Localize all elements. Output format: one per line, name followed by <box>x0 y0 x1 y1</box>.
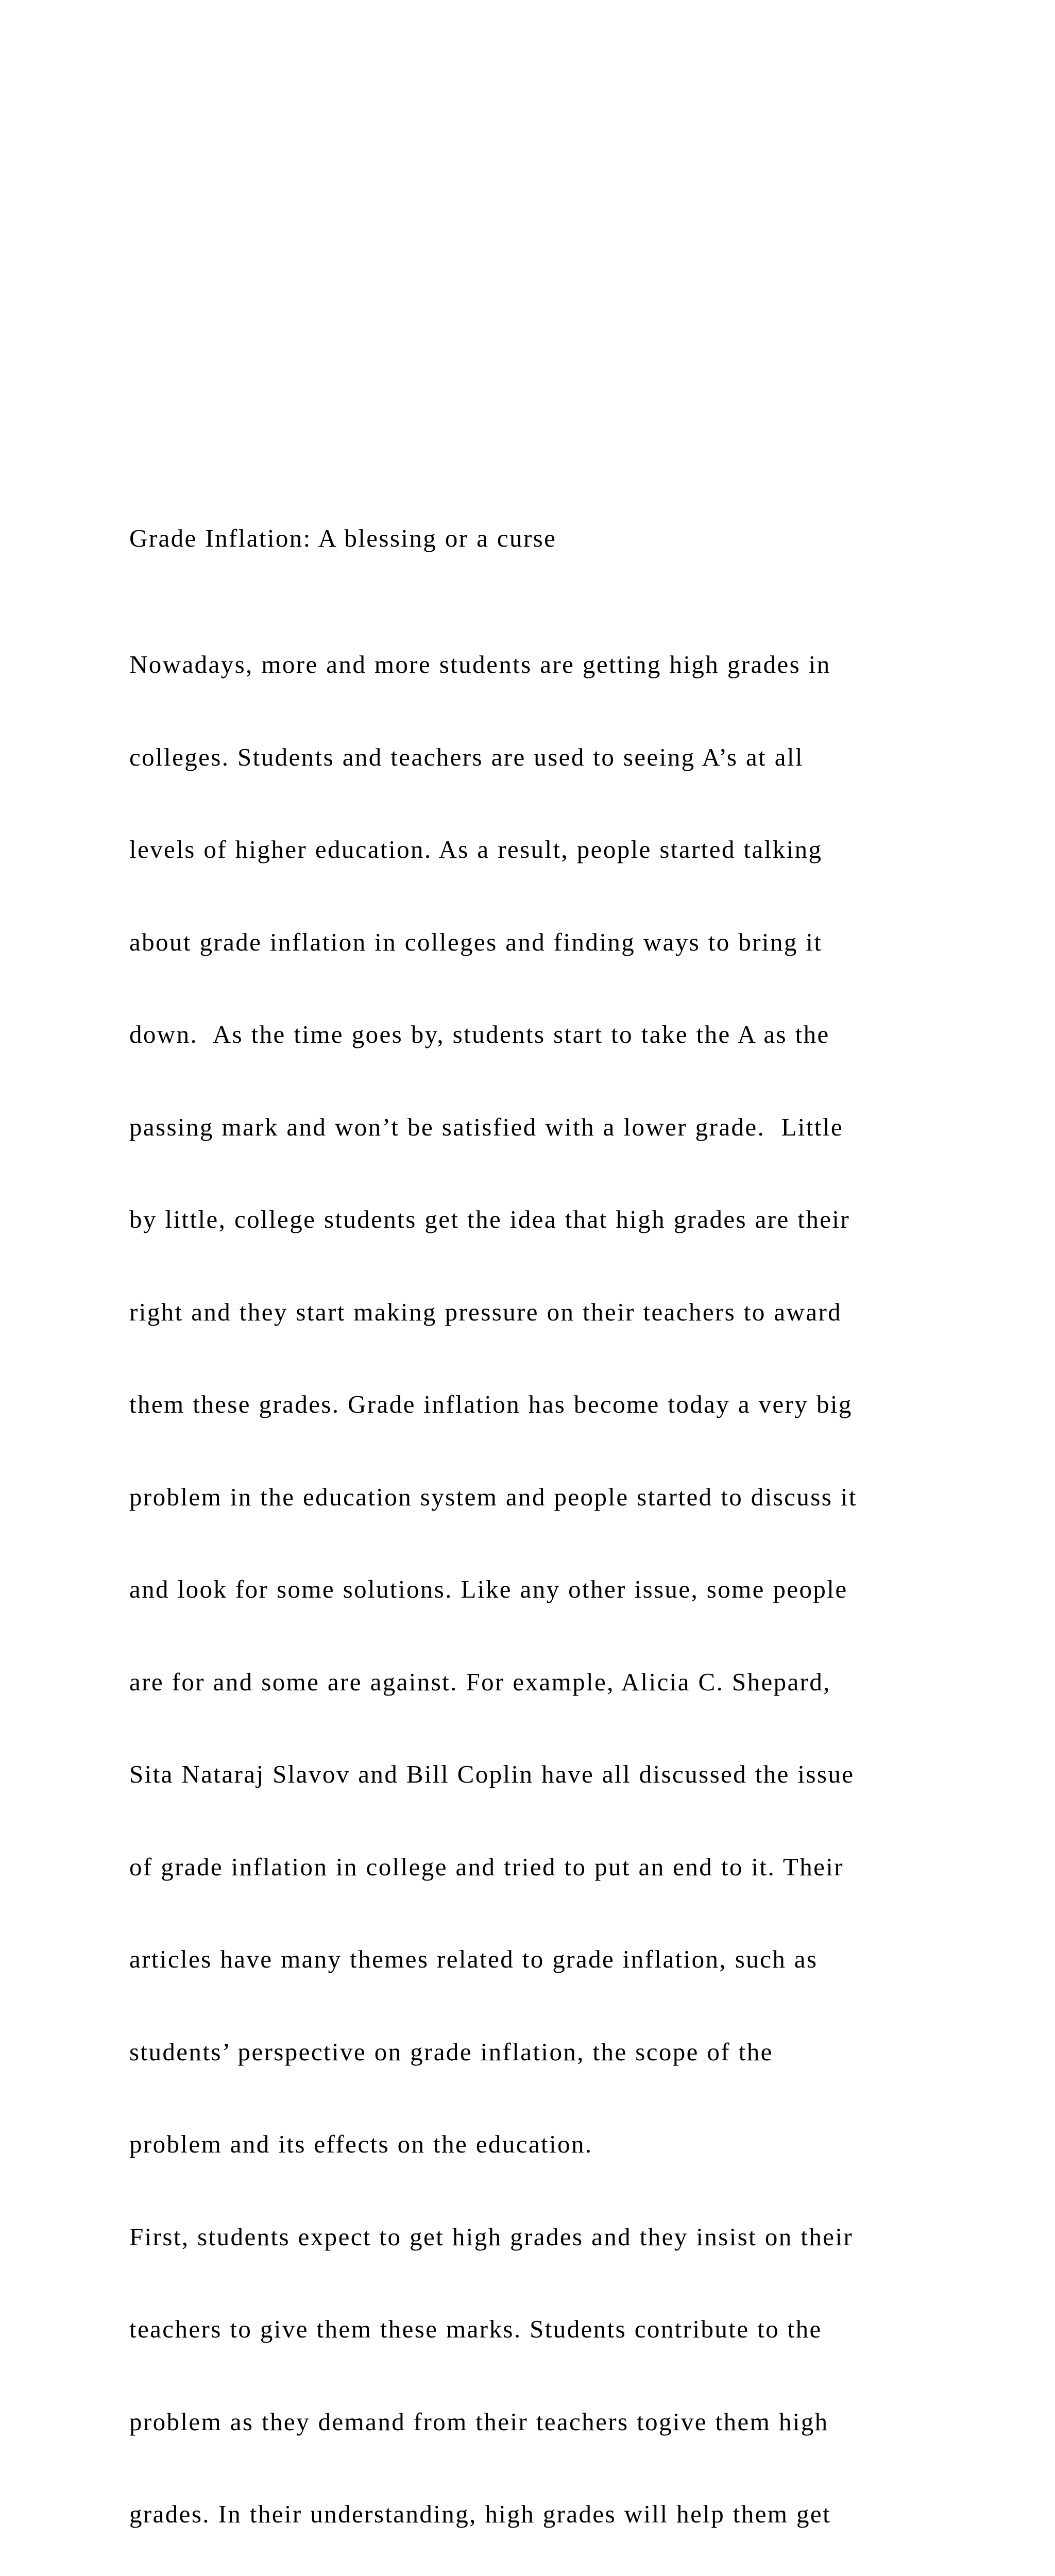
body-line: problem and its effects on the education. <box>129 2130 593 2158</box>
body-line: colleges. Students and teachers are used to seeing A’s at all <box>129 742 804 771</box>
body-line: problem in the education system and people started to discuss it <box>129 1482 857 1511</box>
document-content <box>129 463 974 2576</box>
body-line: of grade inflation in college and tried to put an end to it. Their <box>129 1852 844 1881</box>
body-line: are for and some are against. For example, Alicia C. Shepard, <box>129 1667 831 1696</box>
body-line: students’ perspective on grade inflation, the scope of the <box>129 2037 773 2066</box>
body-line: them these grades. Grade inflation has become today a very big <box>129 1390 853 1418</box>
body-line: passing mark and won’t be satisfied with a lower grade. Little <box>129 1112 843 1141</box>
body-line: levels of higher education. As a result, people started talking <box>129 835 823 863</box>
body-line: right and they start making pressure on their teachers to award <box>129 1297 842 1326</box>
body-line: articles have many themes related to grade inflation, such as <box>129 1945 818 1973</box>
body-line: Sita Nataraj Slavov and Bill Coplin have all discussed the issue <box>129 1760 855 1788</box>
body-line: grades. In their understanding, high grades will help them get <box>129 2500 831 2528</box>
body-line: down. As the time goes by, students start to take the A as the <box>129 1020 830 1048</box>
body-line: teachers to give them these marks. Students contribute to the <box>129 2315 822 2343</box>
body-line: and look for some solutions. Like any other issue, some people <box>129 1575 848 1603</box>
body-line: First, students expect to get high grades and they insist on their <box>129 2222 854 2251</box>
body-line: problem as they demand from their teachers togive them high <box>129 2407 829 2436</box>
body-line: about grade inflation in colleges and finding ways to bring it <box>129 927 823 956</box>
body-line: Nowadays, more and more students are getting high grades in <box>129 650 831 679</box>
body-line: by little, college students get the idea that high grades are their <box>129 1205 850 1233</box>
document-title: Grade Inflation: A blessing or a curse <box>129 524 557 552</box>
